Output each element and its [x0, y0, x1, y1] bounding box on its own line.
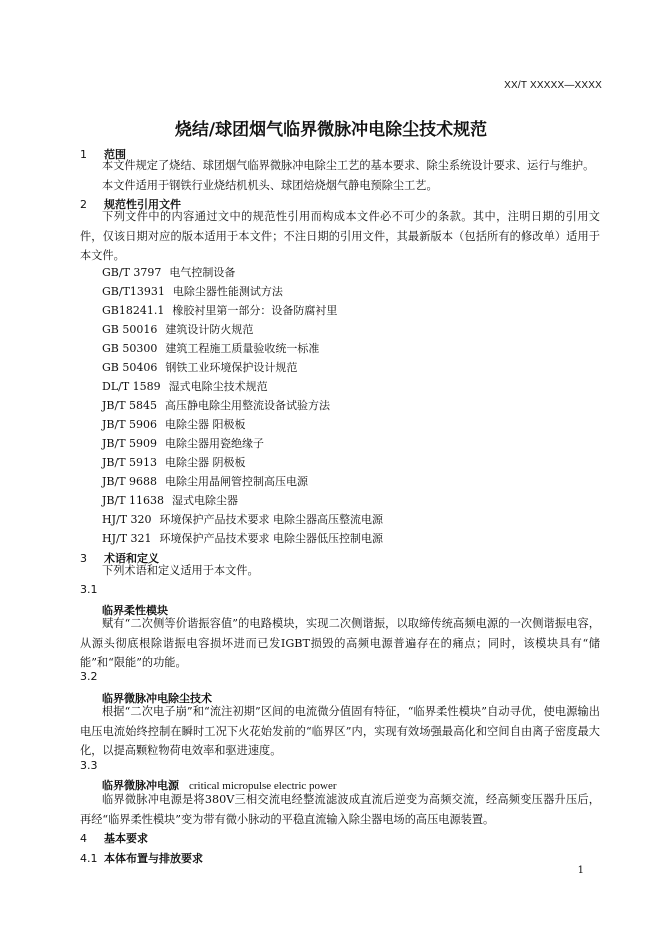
term-definition: 临界微脉冲电源是将380V三相交流电经整流滤波成直流后逆变为高频交流，经高频变压器升压后，再经“临界柔性模块”变为带有微小脉动的平稳直流输入除尘器电场的高压电源装置。: [80, 793, 600, 826]
section-2-paragraph-1: 下列文件中的内容通过文中的规范性引用而构成本文件必不可少的条款。其中，注明日期的引用文件，仅该日期对应的版本适用于本文件；不注日期的引用文件，其最新版本（包括所有的修改单）适用于本文件。: [80, 210, 600, 262]
section-4-1-heading: [80, 850, 203, 866]
term-definition: 根据“二次电子崩”和“流注初期”区间的电流微分值固有特征，“临界柔性模块”自动寻优，使电源输出电压电流始终控制在瞬时工况下火花始发前的“临界区”内，实现有效场强最高化和空间自由离子密度最大化，以提高颗粒物荷电效率和驱进速度。: [80, 705, 600, 757]
reference-item: [102, 378, 268, 394]
reference-title: 钢铁工业环境保护设计规范: [165, 361, 298, 374]
term-title: 临界微脉冲电除尘技术: [102, 692, 212, 705]
reference-title: 环境保护产品技术要求 电除尘器高压整流电源: [159, 513, 384, 526]
reference-code: JB/T 9688: [102, 475, 158, 488]
reference-item: [102, 492, 238, 508]
reference-code: JB/T 5845: [102, 399, 158, 412]
reference-item: [102, 435, 264, 451]
section-title: 规范性引用文件: [104, 198, 181, 211]
reference-item: [102, 397, 330, 413]
term-definition: 赋有“二次侧等价谐振容值”的电路模块，实现二次侧谐振，以取缔传统高频电源的一次侧谐振电容，从源头彻底根除谐振电容损坏进而已发IGBT损毁的高频电源普遍存在的痛点；同时，该模块具有“储能”和“限能”的功能。: [80, 617, 600, 669]
reference-code: HJ/T 320: [102, 513, 152, 526]
reference-title: 建筑工程施工质量验收统一标准: [165, 342, 320, 355]
reference-item: [102, 530, 383, 546]
reference-code: GB 50300: [102, 342, 158, 355]
reference-title: 高压静电除尘用整流设备试验方法: [165, 399, 331, 412]
reference-item: [102, 416, 246, 432]
reference-item: [102, 264, 235, 280]
reference-code: HJ/T 321: [102, 532, 152, 545]
reference-item: [102, 473, 308, 489]
reference-title: 电除尘用晶闸管控制高压电源: [165, 475, 309, 488]
reference-code: GB/T13931: [102, 285, 165, 298]
section-title: 术语和定义: [104, 552, 159, 565]
standard-code: XX/T XXXXX—XXXX: [504, 80, 602, 91]
reference-item: [102, 340, 319, 356]
section-number: 4.1: [80, 852, 98, 865]
reference-code: JB/T 5913: [102, 456, 158, 469]
reference-code: JB/T 5909: [102, 437, 158, 450]
reference-code: GB 50406: [102, 361, 158, 374]
term-number: 3.1: [80, 583, 98, 596]
reference-title: 电除尘器用瓷绝缘子: [165, 437, 265, 450]
reference-title: 建筑设计防火规范: [165, 323, 254, 336]
reference-title: 橡胶衬里第一部分：设备防腐衬里: [172, 304, 338, 317]
reference-code: GB18241.1: [102, 304, 165, 317]
term-title-zh: 临界微脉冲电源: [102, 779, 179, 792]
section-1-paragraph-2: 本文件适用于钢铁行业烧结机机头、球团焙烧烟气静电预除尘工艺。: [102, 179, 438, 192]
reference-item: [102, 359, 297, 375]
reference-title: 湿式电除尘技术规范: [168, 380, 268, 393]
reference-title: 电除尘器 阳极板: [165, 418, 246, 431]
reference-code: DL/T 1589: [102, 380, 161, 393]
term-title: 临界柔性模块: [102, 604, 168, 617]
reference-item: [102, 454, 246, 470]
section-title: 范围: [104, 148, 126, 161]
section-title: 本体布置与排放要求: [104, 852, 203, 865]
reference-title: 电除尘器 阴极板: [165, 456, 246, 469]
reference-title: 电气控制设备: [169, 266, 236, 279]
reference-item: [102, 302, 337, 318]
reference-title: 湿式电除尘器: [172, 494, 239, 507]
document-title: 烧结/球团烟气临界微脉冲电除尘技术规范: [174, 120, 488, 140]
page-number: 1: [577, 865, 584, 876]
section-title: 基本要求: [104, 832, 148, 845]
reference-code: GB/T 3797: [102, 266, 162, 279]
reference-code: JB/T 11638: [102, 494, 165, 507]
reference-code: GB 50016: [102, 323, 158, 336]
section-number: 1: [80, 148, 87, 161]
reference-title: 环境保护产品技术要求 电除尘器低压控制电源: [159, 532, 384, 545]
section-number: 3: [80, 552, 87, 565]
section-4-heading: [80, 830, 148, 846]
reference-code: JB/T 5906: [102, 418, 158, 431]
section-number: 2: [80, 198, 87, 211]
section-number: 4: [80, 832, 87, 845]
reference-title: 电除尘器性能测试方法: [172, 285, 283, 298]
reference-item: [102, 283, 283, 299]
term-title-en: critical micropulse electric power: [189, 780, 337, 792]
reference-item: [102, 321, 253, 337]
reference-item: [102, 511, 383, 527]
section-1-paragraph-1: 本文件规定了烧结、球团烟气临界微脉冲电除尘工艺的基本要求、除尘系统设计要求、运行与维护。: [102, 159, 595, 172]
term-number: 3.2: [80, 670, 98, 683]
section-3-paragraph-1: 下列术语和定义适用于本文件。: [102, 564, 259, 577]
term-number: 3.3: [80, 759, 98, 772]
